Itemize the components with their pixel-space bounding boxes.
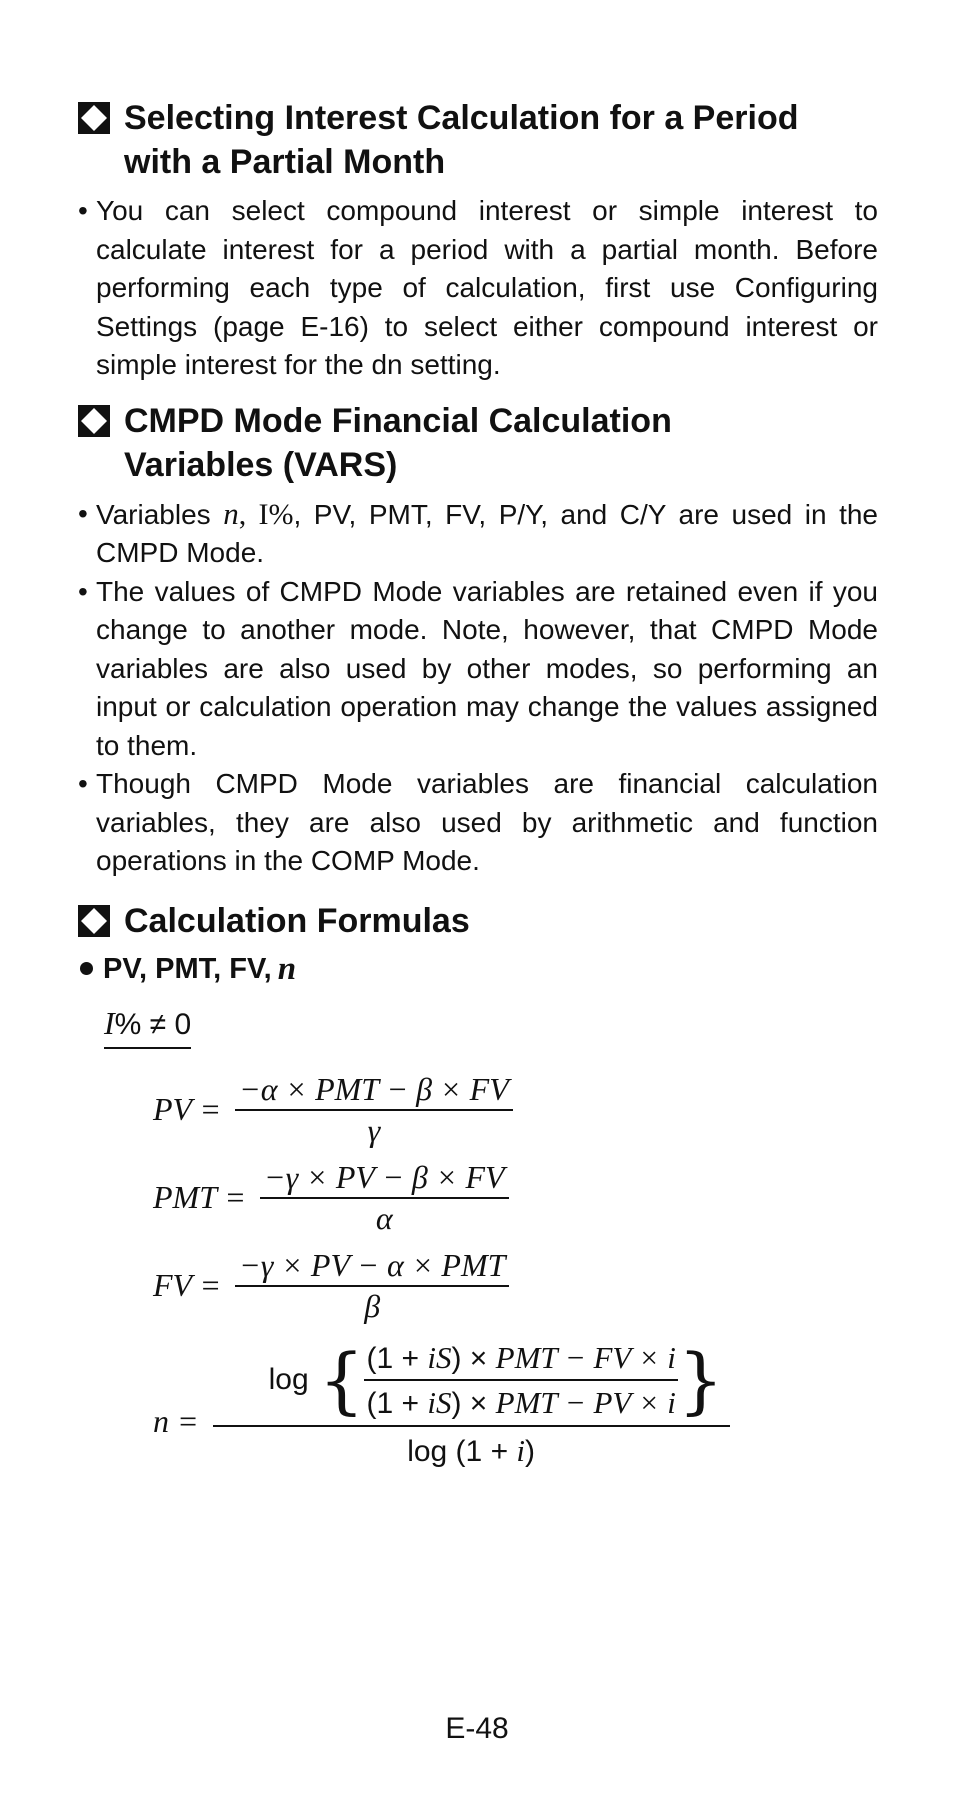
formula-pmt: PMT = $\frac{-\gamma \times PV - \beta \times FV}{\alpha}$ (153, 1159, 878, 1237)
bullet-item: • Though CMPD Mode variables are financial calculation variables, they are also used by arithmetic and function operations in the COMP Mode. (78, 765, 878, 881)
bullet-dot-icon (80, 962, 93, 975)
formula-pv: PV = $\frac{\text{−α × PMT − β × FV}}{\gamma}$ (153, 1071, 878, 1149)
bullet-text: You can select compound interest or simple interest to calculate interest for a period with a partial month. Before performing each type of calculation, first use Configuring Settings (page E-16) to select either compound interest or simple interest for the dn setting. (96, 195, 878, 380)
bullet-item: • The values of CMPD Mode variables are retained even if you change to another mode. Note, however, that CMPD Mode variables are also used by other modes, so performing an input or calculation operation may change the values assigned to them. (78, 573, 878, 766)
page-body (78, 96, 878, 1469)
section-heading-calculation-formulas (78, 899, 878, 943)
section-heading-interest-calculation (78, 96, 878, 184)
bullet-item: • Variables n, I%, PV, PMT, FV, P/Y, and C/Y are used in the CMPD Mode. (78, 495, 878, 573)
formula-n: n = log { $\frac{\text{(1 + iS) × PMT − FV × i}}{\text{(1 + iS) × PMT − PV × i}}$ } log (1 + i) (153, 1339, 878, 1469)
page-number: E-48 (445, 1712, 509, 1745)
diamond-box-icon (78, 905, 110, 937)
formula-subheading: PV, PMT, FV, n (78, 947, 878, 991)
heading-line-1: Selecting Interest Calculation for a Period (124, 99, 799, 137)
bullet-text: The values of CMPD Mode variables are retained even if you change to another mode. Note, however, that CMPD Mode variables are also used by other modes, so performing an input or calculation operation may change the values assigned to them. (96, 575, 878, 761)
heading-line-2: Variables (VARS) (124, 445, 398, 484)
heading-title: Calculation Formulas (124, 901, 470, 940)
diamond-box-icon (78, 102, 110, 134)
heading-line-2: with a Partial Month (124, 143, 446, 181)
section-heading-cmpd-variables (78, 399, 878, 487)
heading-line-1: CMPD Mode Financial Calculation (124, 401, 672, 440)
bullet-text: Though CMPD Mode variables are financial calculation variables, they are also used by arithmetic and function operations in the COMP Mode. (96, 768, 878, 876)
formula-fv: FV = $\frac{\text{−γ × PV − α × PMT}}{\beta}$ (153, 1247, 878, 1325)
bullet-item: • You can select compound interest or simple interest to calculate interest for a period with a partial month. Before performing each type of calculation, first use Configuring Settings (page E-16) to select either compound interest or simple interest for the dn setting. (78, 192, 878, 385)
bullet-text: Variables n, I%, PV, PMT, FV, P/Y, and C/Y are used in the CMPD Mode. (96, 495, 879, 568)
formula-condition: I% ≠ 0 (104, 1003, 191, 1049)
diamond-box-icon (78, 405, 110, 437)
